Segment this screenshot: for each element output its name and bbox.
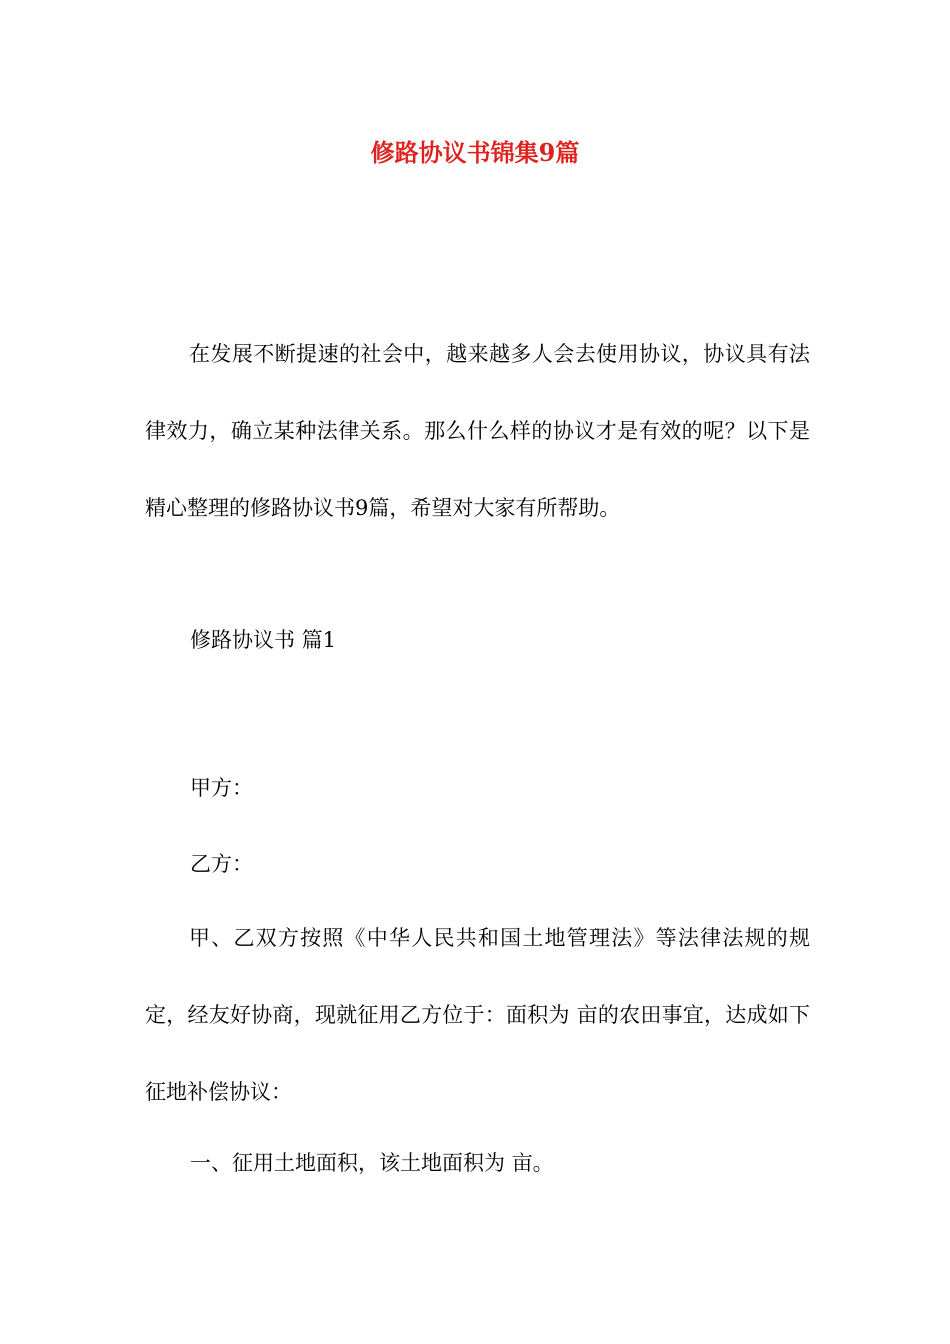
party-b-label: 乙方：: [190, 852, 253, 876]
agreement-body-paragraph: 甲、乙双方按照《中华人民共和国土地管理法》等法律法规的规定，经友好协商，现就征用乙方位于：面积为 亩的农田事宜，达成如下征地补偿协议：: [145, 926, 810, 1104]
clause-1: 一、征用土地面积，该土地面积为 亩。: [190, 1151, 554, 1175]
intro-paragraph: 在发展不断提速的社会中，越来越多人会去使用协议，协议具有法律效力，确立某种法律关系。那么什么样的协议才是有效的呢？以下是精心整理的修路协议书9篇，希望对大家有所帮助。: [145, 342, 810, 520]
section-heading: 修路协议书 篇1: [190, 628, 337, 652]
document-title: 修路协议书锦集9篇: [370, 138, 580, 167]
party-a-label: 甲方：: [190, 776, 253, 800]
